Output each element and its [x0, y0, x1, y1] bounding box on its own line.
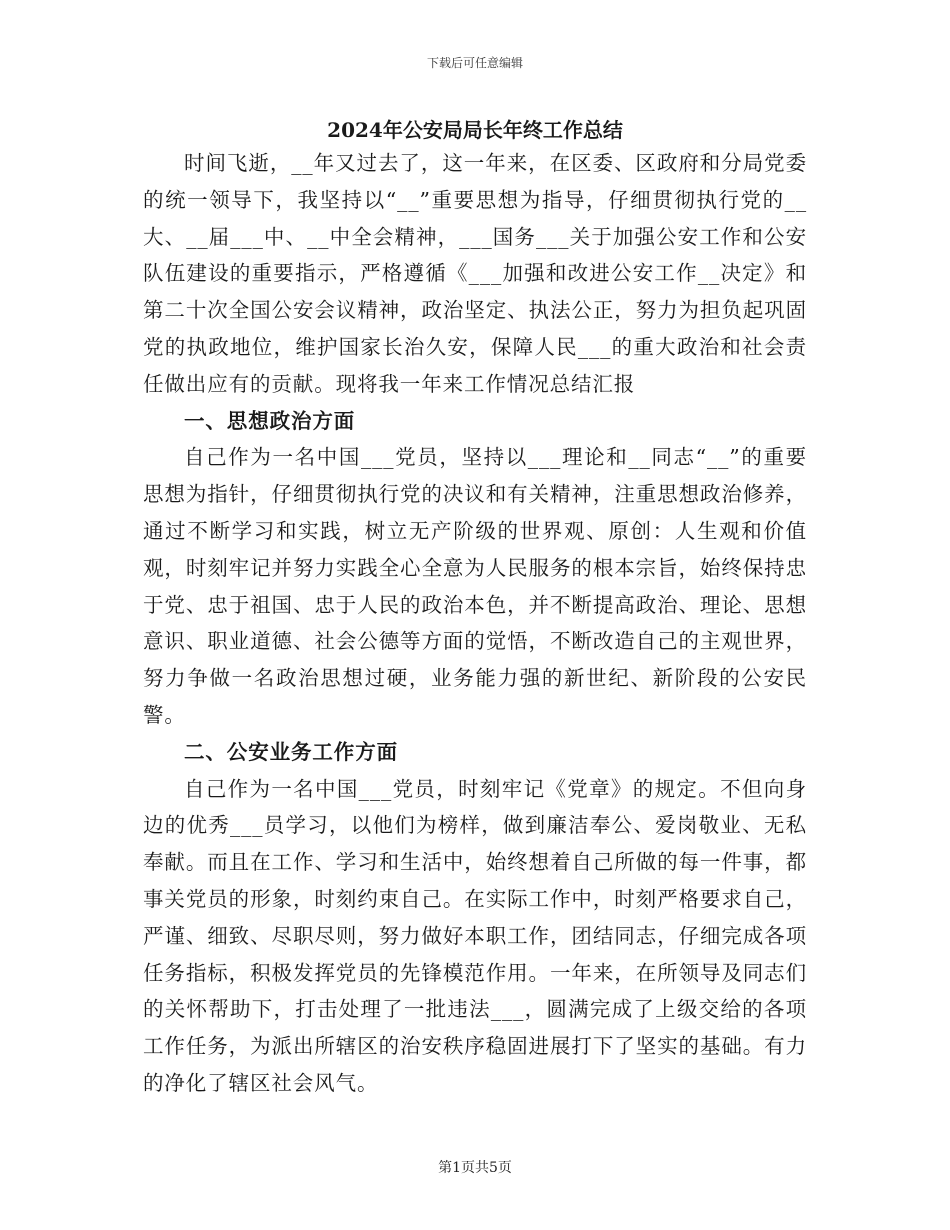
document-title: 2024年公安局局长年终工作总结	[327, 118, 623, 142]
section-heading-ideology: 一、思想政治方面	[184, 408, 356, 433]
section-heading-police-work: 二、公安业务工作方面	[184, 739, 398, 764]
header-note: 下载后可任意编辑	[426, 56, 523, 70]
intro-paragraph: 时间飞逝，__年又过去了，这一年来，在区委、区政府和分局党委的统一领导下，我坚持以“__”重要思想为指导，仔细贯彻执行党的__大、__届___中、__中全会精神，___国务___关于加强公安工作和公安队伍建设的重要指示，严格遵循《___加强和改进公安工作__决定》和第二十次全国公安会议精神，政治坚定、执法公正，努力为担负起巩固党的执政地位，维护国家长治久安，保障人民___的重大政治和社会责任做出应有的贡献。现将我一年来工作情况总结汇报	[143, 151, 807, 396]
document-body	[143, 145, 807, 1102]
page-number: 第1页共5页	[438, 1160, 512, 1176]
section-body-police-work: 自己作为一名中国___党员，时刻牢记《党章》的规定。不但向身边的优秀___员学习，以他们为榜样，做到廉洁奉公、爱岗敬业、无私奉献。而且在工作、学习和生活中，始终想着自己所做的每一件事，都事关党员的形象，时刻约束自己。在实际工作中，时刻严格要求自己，严谨、细致、尽职尽则，努力做好本职工作，团结同志，仔细完成各项任务指标，积极发挥党员的先锋模范作用。一年来，在所领导及同志们的关怀帮助下，打击处理了一批违法___，圆满完成了上级交给的各项工作任务，为派出所辖区的治安秩序稳固进展打下了坚实的基础。有力的净化了辖区社会风气。	[143, 776, 807, 1095]
section-body-ideology: 自己作为一名中国___党员，坚持以___理论和__同志“__”的重要思想为指针，仔细贯彻执行党的决议和有关精神，注重思想政治修养，通过不断学习和实践，树立无产阶级的世界观、原创：人生观和价值观，时刻牢记并努力实践全心全意为人民服务的根本宗旨，始终保持忠于党、忠于祖国、忠于人民的政治本色，并不断提高政治、理论、思想意识、职业道德、社会公德等方面的觉悟，不断改造自己的主观世界，努力争做一名政治思想过硬，业务能力强的新世纪、新阶段的公安民警。	[143, 445, 807, 727]
